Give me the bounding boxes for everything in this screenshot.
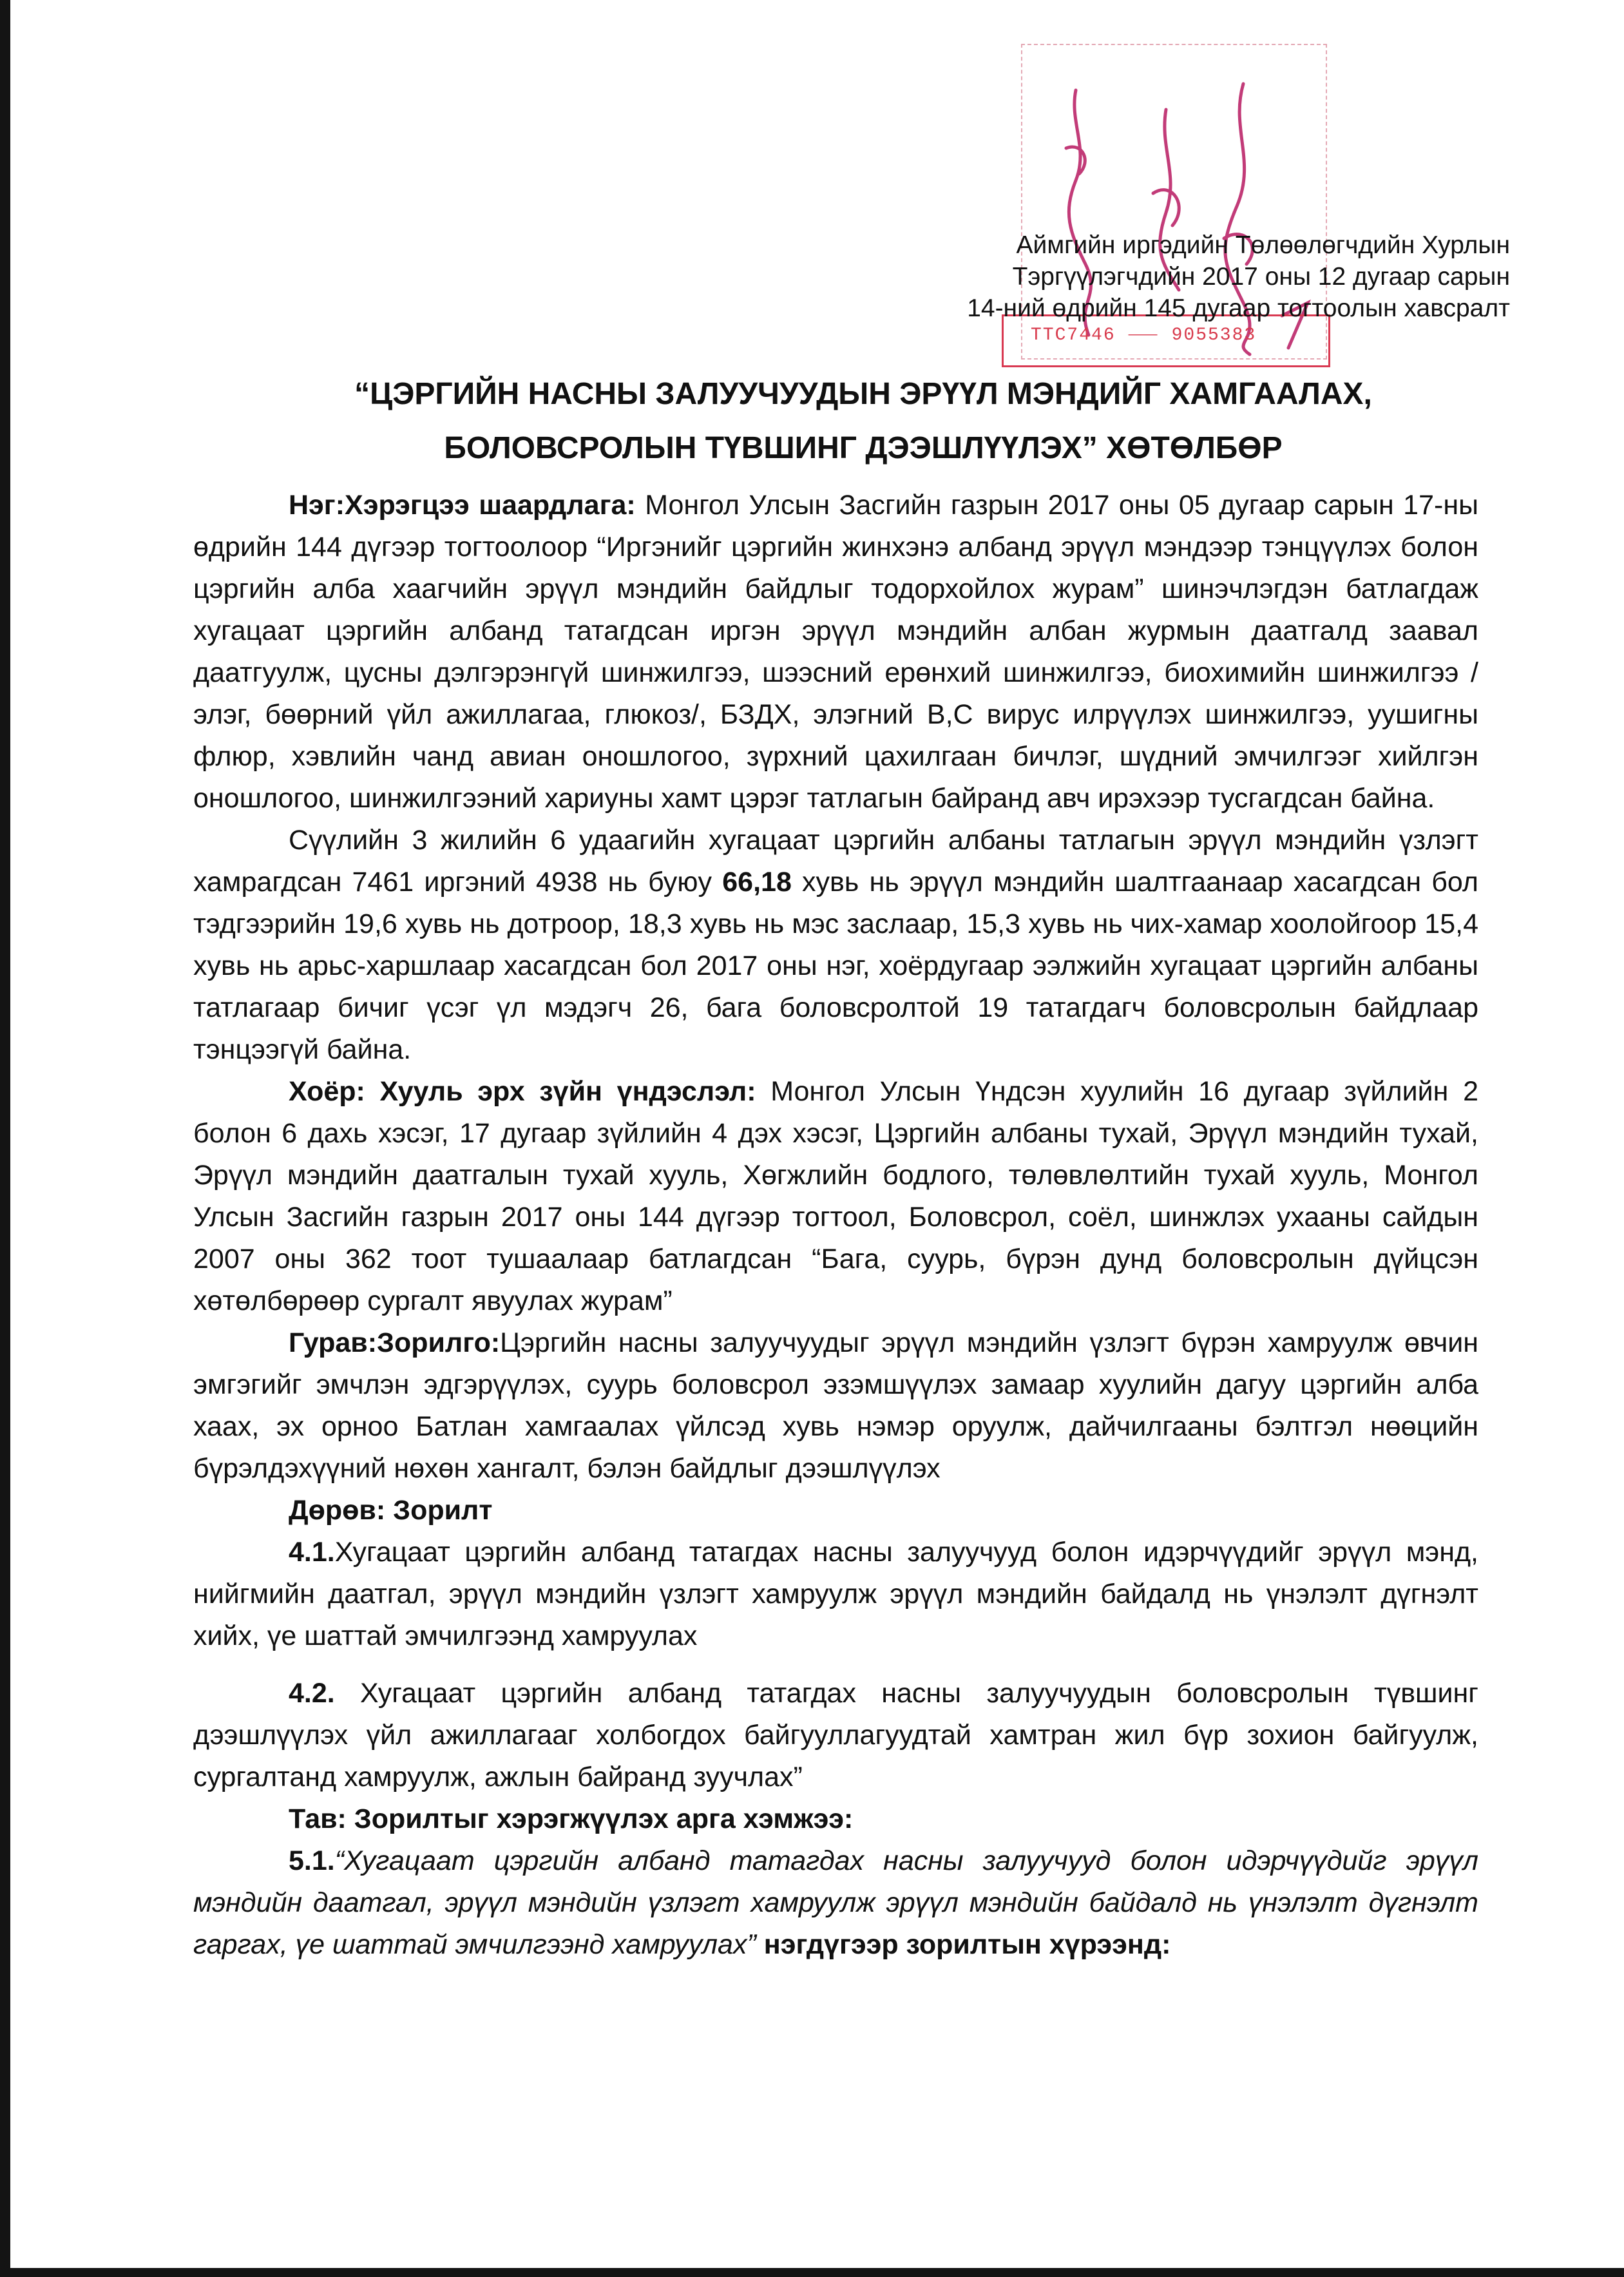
section-heading: Нэг:Хэрэгцээ шаардлага: [289,490,636,521]
paragraph-text: Цэргийн насны залуучуудыг эрүүл мэндийн үзлэгт бүрэн хамруулж өвчин эмгэгийг эмчлэн эдгэрүүлэх, суурь боловсрол эзэмшүүлэх замаар хуулийн дагуу цэргийн алба хаах, эх орноо Батлан хамгаалах үйлсэд хувь нэмэр оруулж, дайчилгааны бэлтгэл нөөцийн бүрэлдэхүүний нөхөн хангалт, бэлэн байдлыг дээшлүүлэх [193,1327,1478,1484]
document-title [271,367,1456,476]
paragraph-text: Хугацаат цэргийн албанд татагдах насны залуучууд болон идэрчүүдийг эрүүл мэнд, нийгмийн даатгал, эрүүл мэндийн үзлэгт хамруулж эрүүл мэндийн байдалд нь үнэлэлт дүгнэлт хийх, үе шаттай эмчилгээнд хамруулах [193,1537,1478,1651]
stamp-number: ТТС7446 ⸺ 9055383 [1031,325,1257,345]
scan-left-edge [0,0,10,2277]
section-heading: Дөрөв: Зорилт [289,1495,493,1526]
attachment-line: 14-ний өдрийн 145 дугаар тогтоолын хавсралт [967,294,1510,322]
item-number: 4.2. [289,1678,335,1709]
document-body [193,485,1478,1966]
item-number: 5.1. [289,1845,335,1876]
section-heading: Гурав:Зорилго: [289,1327,501,1358]
objective-4-2 [193,1673,1478,1798]
title-line: “ЦЭРГИЙН НАСНЫ ЗАЛУУЧУУДЫН ЭРҮҮЛ МЭНДИЙГ ХАМГААЛАХ, [354,377,1372,411]
statistics-paragraph [193,820,1478,1071]
section-measures-heading [193,1798,1478,1840]
section-heading: Хоёр: Хууль эрх зүйн үндэслэл: [289,1076,756,1107]
attachment-line: Аймгийн иргэдийн Төлөөлөгчдийн Хурлын [1016,231,1510,259]
section-heading: Тав: Зорилтыг хэрэгжүүлэх арга хэмжээ: [289,1803,854,1834]
paragraph-text: Сүүлийн 3 жилийн 6 удаагийн хугацаат цэргийн албаны татлагын эрүүл мэндийн үзлэгт хамрагдсан 7461 иргэний 4938 нь буюу [193,825,1478,898]
paragraph-text: Хугацаат цэргийн албанд татагдах насны залуучуудын боловсролын түвшинг дээшлүүлэх үйл ажиллагааг холбогдох байгууллагуудтай хамтран жил бүр зохион байгуулж, сургалтанд хамруулж, ажлын байранд зуучлах” [193,1678,1478,1792]
section-goal [193,1322,1478,1490]
paragraph-text: хувь нь эрүүл мэндийн шалтгаанаар хасагдсан бол тэдгээрийн 19,6 хувь нь дотроор, 18,3 хувь нь мэс заслаар, 15,3 хувь нь чих-хамар хоолойгоор 15,4 хувь нь арьс-харшлаар хасагдсан бол 2017 оны нэг, хоёрдугаар ээлжийн хугацаат цэргийн албаны татлагаар бичиг үсэг үл мэдэгч 26, бага боловсролтой 19 татагдагч боловсролын байдлаар тэнцээгүй байна. [193,867,1478,1065]
section-legal-basis [193,1071,1478,1322]
paragraph-text: Монгол Улсын Үндсэн хуулийн 16 дугаар зүйлийн 2 болон 6 дахь хэсэг, 17 дугаар зүйлийн 4 дэх хэсэг, Цэргийн албаны тухай, Эрүүл мэндийн тухай, Эрүүл мэндийн даатгалын тухай хууль, Хөгжлийн бодлого, төлөвлөлтийн тухай хууль, Монгол Улсын Засгийн газрын 2017 оны 144 дүгээр тогтоол, Боловсрол, соёл, шинжлэх ухааны сайдын 2007 оны 362 тоот тушаалаар батлагдсан “Бага, суурь, бүрэн дунд боловсролын дүйцсэн хөтөлбөрөөр сургалт явуулах журам” [193,1076,1478,1316]
objective-4-1 [193,1532,1478,1657]
item-number: 4.1. [289,1537,335,1568]
title-line: БОЛОВСРОЛЫН ТҮВШИНГ ДЭЭШЛҮҮЛЭХ” ХӨТӨЛБӨР [444,431,1283,465]
paragraph-tail: нэгдүгээр зорилтын хүрээнд: [756,1929,1171,1960]
highlight-percent: 66,18 [722,867,792,898]
scan-bottom-edge [0,2268,1624,2277]
measure-5-1 [193,1840,1478,1966]
attachment-note [967,229,1510,324]
section-objectives-heading [193,1490,1478,1532]
section-needs-paragraph [193,485,1478,820]
paragraph-text: Монгол Улсын Засгийн газрын 2017 оны 05 дугаар сарын 17-ны өдрийн 144 дүгээр тогтоолоор “Иргэнийг цэргийн жинхэнэ албанд эрүүл мэндээр тэнцүүлэх болон цэргийн алба хаагчийн эрүүл мэндийн байдлыг тодорхойлох журам” шинэчлэгдэн батлагдаж хугацаат цэргийн албанд татагдсан иргэн эрүүл мэндийн албан журмын даатгалд заавал даатгуулж, цусны дэлгэрэнгүй шинжилгээ, шээсний ерөнхий шинжилгээ, биохимийн шинжилгээ /элэг, бөөрний үйл ажиллагаа, глюкоз/, БЗДХ, элэгний В,С вирус илрүүлэх шинжилгээ, уушигны флюр, хэвлийн чанд авиан оношлогоо, зүрхний цахилгаан бичлэг, шүдний эмчилгээг хийлгэн оношлогоо, шинжилгээний хариуны хамт цэрэг татлагын байранд авч ирэхээр тусгагдсан байна. [193,490,1478,814]
quoted-objective: “Хугацаат цэргийн албанд татагдах насны залуучууд болон идэрчүүдийг эрүүл мэндийн даатгал, эрүүл мэндийн үзлэгт хамруулж эрүүл мэндийн байдалд нь үнэлэлт дүгнэлт гаргах, үе шаттай эмчилгээнд хамруулах” [193,1845,1478,1960]
attachment-line: Тэргүүлэгчдийн 2017 оны 12 дугаар сарын [1012,263,1510,291]
